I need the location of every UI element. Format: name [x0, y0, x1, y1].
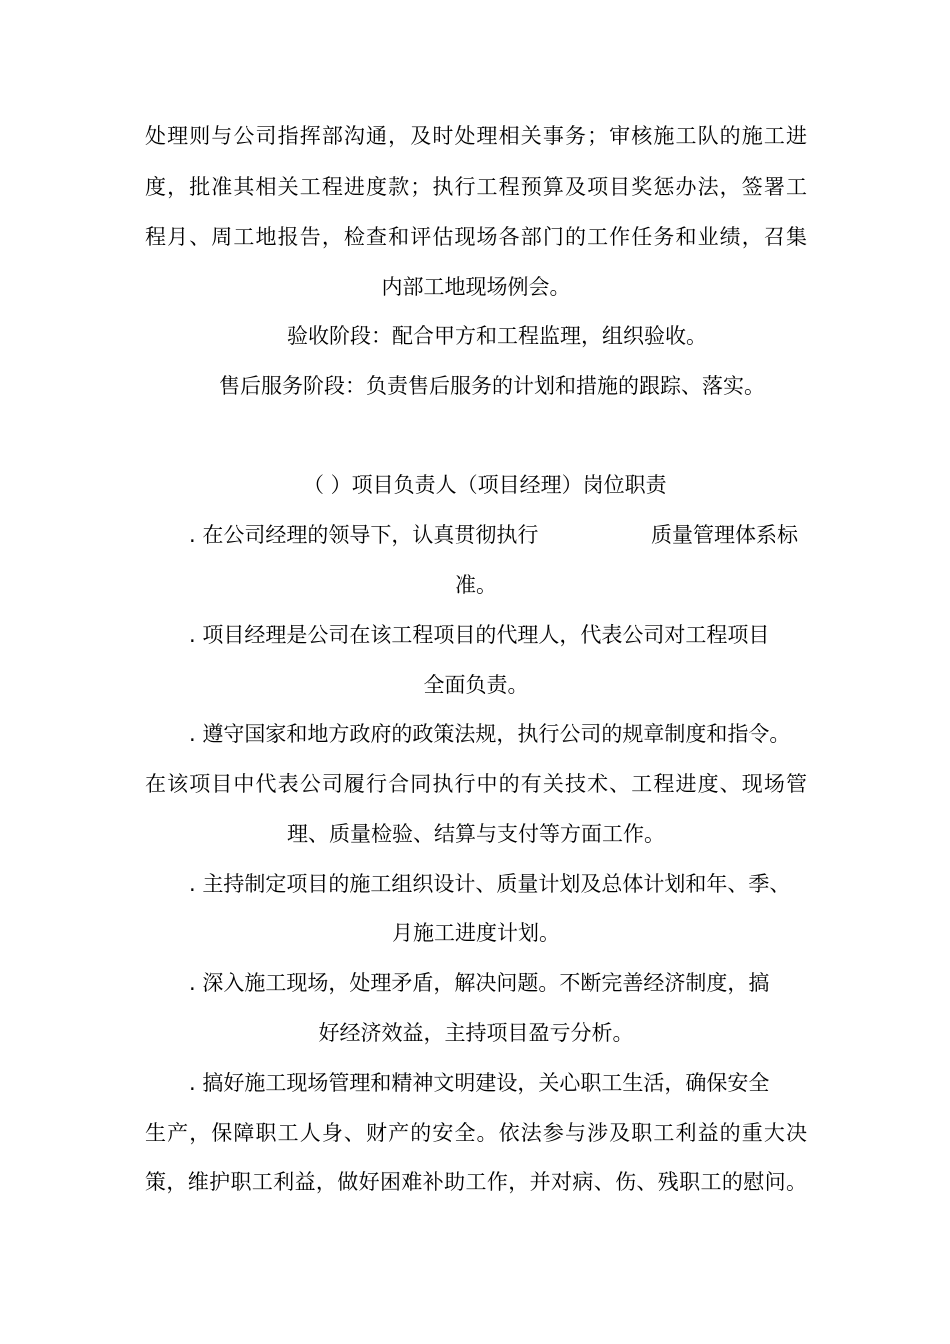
- item-6-line-3: 策，维护职工利益，做好困难补助工作，并对病、伤、残职工的慰问。: [145, 1170, 807, 1194]
- item-4-line-2: 月施工进度计划。: [392, 921, 560, 945]
- item-4-line-1: . 主持制定项目的施工组织设计、质量计划及总体计划和年、季、: [189, 872, 791, 896]
- item-3-line-3: 理、质量检验、结算与支付等方面工作。: [287, 822, 665, 846]
- item-1-line-1-part-b: 质量管理体系标: [651, 523, 798, 547]
- item-5-line-1: . 深入施工现场，处理矛盾，解决问题。不断完善经济制度，搞: [189, 971, 770, 995]
- item-3-line-1: . 遵守国家和地方政府的政策法规，执行公司的规章制度和指令。: [189, 722, 791, 746]
- paragraph-1-line-1: 处理则与公司指挥部沟通，及时处理相关事务；审核施工队的施工进: [145, 124, 807, 148]
- item-3-line-2: 在该项目中代表公司履行合同执行中的有关技术、工程进度、现场管: [145, 772, 807, 796]
- item-6-line-1: . 搞好施工现场管理和精神文明建设，关心职工生活，确保安全: [189, 1071, 770, 1095]
- section-title: （ ）项目负责人（项目经理）岗位职责: [303, 473, 667, 497]
- paragraph-1-line-2: 度，批准其相关工程进度款；执行工程预算及项目奖惩办法，签署工: [145, 175, 807, 199]
- item-1-line-2: 准。: [455, 573, 497, 597]
- paragraph-1-line-4: 内部工地现场例会。: [381, 275, 571, 299]
- item-6-line-2: 生产，保障职工人身、财产的安全。依法参与涉及职工利益的重大决: [145, 1121, 807, 1145]
- item-2-line-1: . 项目经理是公司在该工程项目的代理人，代表公司对工程项目: [189, 623, 770, 647]
- item-2-line-2: 全面负责。: [423, 673, 529, 697]
- paragraph-1-line-3: 程月、周工地报告，检查和评估现场各部门的工作任务和业绩，召集: [145, 225, 807, 249]
- after-sales-stage-text: 售后服务阶段：负责售后服务的计划和措施的跟踪、落实。: [219, 374, 765, 398]
- acceptance-stage-text: 验收阶段：配合甲方和工程监理，组织验收。: [287, 324, 707, 348]
- item-5-line-2: 好经济效益，主持项目盈亏分析。: [318, 1021, 634, 1045]
- item-1-line-1-part-a: . 在公司经理的领导下，认真贯彻执行: [189, 523, 539, 547]
